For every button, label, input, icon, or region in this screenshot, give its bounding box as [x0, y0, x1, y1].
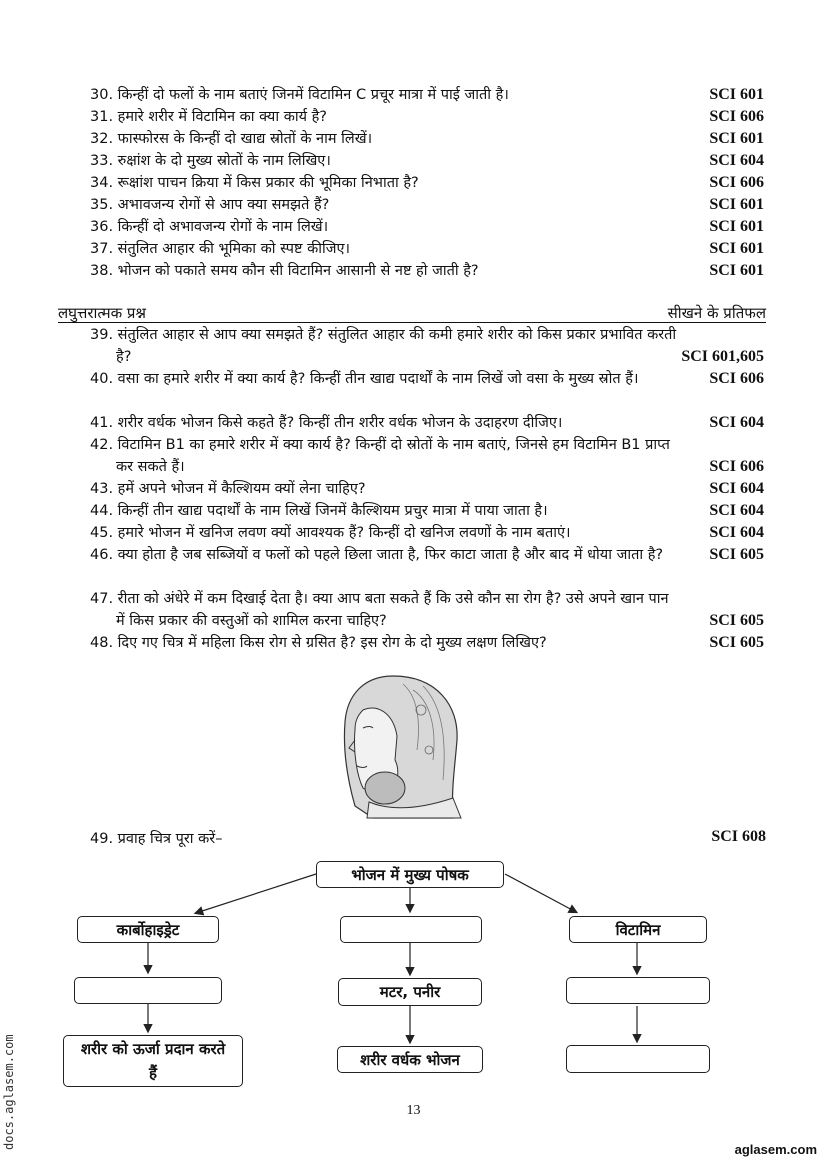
question-text: 44. किन्हीं तीन खाद्य पदार्थों के नाम लिखें जिनमें कैल्शियम प्रचुर मात्रा में पाया जाता है। — [90, 503, 548, 519]
page-number: 13 — [406, 1103, 421, 1118]
learning-outcome-code: SCI 601 — [709, 196, 764, 213]
flowchart-box-blank-col3-mid[interactable] — [566, 977, 710, 1004]
learning-outcome-code: SCI 601 — [709, 240, 764, 257]
question-text: 30. किन्हीं दो फलों के नाम बताएं जिनमें विटामिन C प्रचूर मात्रा में पाई जाती है। — [90, 87, 509, 103]
question-text: 38. भोजन को पकाते समय कौन सी विटामिन आसानी से नष्ट हो जाती है? — [90, 263, 479, 279]
question-text: 36. किन्हीं दो अभावजन्य रोगों के नाम लिखें। — [90, 219, 329, 235]
learning-outcome-code: SCI 601 — [709, 218, 764, 235]
learning-outcome-code: SCI 601,605 — [681, 348, 764, 365]
question-text: 41. शरीर वर्धक भोजन किसे कहते हैं? किन्हीं तीन शरीर वर्धक भोजन के उदाहरण दीजिए। — [90, 415, 563, 431]
flowchart-box-body-building: शरीर वर्धक भोजन — [337, 1046, 483, 1073]
learning-outcome-code: SCI 605 — [709, 634, 764, 651]
question-text: 46. क्या होता है जब सब्जियों व फलों को पहले छिला जाता है, फिर काटा जाता है और बाद में धोया जाता है? — [90, 547, 664, 563]
question-text: 48. दिए गए चित्र में महिला किस रोग से ग्रसित है? इस रोग के दो मुख्य लक्षण लिखिए? — [90, 635, 547, 651]
learning-outcome-code: SCI 606 — [709, 174, 764, 191]
question-text: 31. हमारे शरीर में विटामिन का क्या कार्य है? — [90, 109, 328, 125]
question-text: 45. हमारे भोजन में खनिज लवण क्यों आवश्यक हैं? किन्हीं दो खनिज लवणों के नाम बताएं। — [90, 525, 571, 541]
learning-outcome-code: SCI 606 — [709, 458, 764, 475]
flowchart-root-box: भोजन में मुख्य पोषक — [316, 861, 504, 888]
learning-outcome-code: SCI 601 — [709, 130, 764, 147]
watermark: docs.aglasem.com — [2, 1034, 16, 1150]
flowchart-box-peas-paneer: मटर, पनीर — [338, 978, 482, 1006]
learning-outcome-code: SCI 604 — [709, 152, 764, 169]
question-49: 49. प्रवाह चित्र पूरा करें– — [90, 831, 223, 847]
learning-outcome-code: SCI 601 — [709, 86, 764, 103]
question-text: 37. संतुलित आहार की भूमिका को स्पष्ट कीजिए। — [90, 241, 351, 257]
question-text: 47. रीता को अंधेरे में कम दिखाई देता है। क्या आप बता सकते हैं कि उसे कौन सा रोग है? उसे अपने खान पान में किस प्रकार की वस्तुओं को शामिल करना चाहिए? — [90, 591, 669, 629]
question-49-code: SCI 608 — [711, 828, 766, 845]
flowchart-box-blank-col2-top[interactable] — [340, 916, 482, 943]
learning-outcome-code: SCI 606 — [709, 370, 764, 387]
question-text: 43. हमें अपने भोजन में कैल्शियम क्यों लेना चाहिए? — [90, 481, 366, 497]
learning-outcome-code: SCI 601 — [709, 262, 764, 279]
question-text: 32. फास्फोरस के किन्हीं दो खाद्य स्रोतों के नाम लिखें। — [90, 131, 373, 147]
learning-outcome-code: SCI 604 — [709, 502, 764, 519]
learning-outcome-code: SCI 605 — [709, 546, 764, 563]
learning-outcome-code: SCI 604 — [709, 480, 764, 497]
section-title: लघुत्तरात्मक प्रश्न — [58, 304, 147, 322]
learning-outcome-code: SCI 605 — [709, 612, 764, 629]
flowchart-box-vitamin: विटामिन — [569, 916, 707, 943]
question-text: 42. विटामिन B1 का हमारे शरीर में क्या कार्य है? किन्हीं दो स्रोतों के नाम बताएं, जिनसे हम विटामिन B1 प्राप्त कर सकते हैं। — [90, 437, 670, 475]
question-text: 33. रुक्षांश के दो मुख्य स्रोतों के नाम लिखिए। — [90, 153, 331, 169]
flowchart-box-energy: शरीर को ऊर्जा प्रदान करते हैं — [63, 1035, 243, 1087]
learning-outcome-code: SCI 604 — [709, 414, 764, 431]
question-text: 39. संतुलित आहार से आप क्या समझते हैं? संतुलित आहार की कमी हमारे शरीर को किस प्रकार प्रभावित करती है? — [90, 327, 677, 365]
learning-outcome-code: SCI 606 — [709, 108, 764, 125]
section-outcome-heading: सीखने के प्रतिफल — [667, 304, 766, 322]
question-text: 34. रूक्षांश पाचन क्रिया में किस प्रकार की भूमिका निभाता है? — [90, 175, 419, 191]
learning-outcome-code: SCI 604 — [709, 524, 764, 541]
brand-footer: aglasem.com — [734, 1142, 817, 1157]
question-text: 35. अभावजन्य रोगों से आप क्या समझते हैं? — [90, 197, 330, 213]
flowchart-box-carbohydrate: कार्बोहाइड्रेट — [77, 916, 219, 943]
flowchart-box-blank-col1[interactable] — [74, 977, 222, 1004]
question-text: 40. वसा का हमारे शरीर में क्या कार्य है? किन्हीं तीन खाद्य पदार्थों के नाम लिखें जो वसा के मुख्य स्रोत हैं। — [90, 371, 639, 387]
flowchart-box-blank-col3-bottom[interactable] — [566, 1045, 710, 1073]
